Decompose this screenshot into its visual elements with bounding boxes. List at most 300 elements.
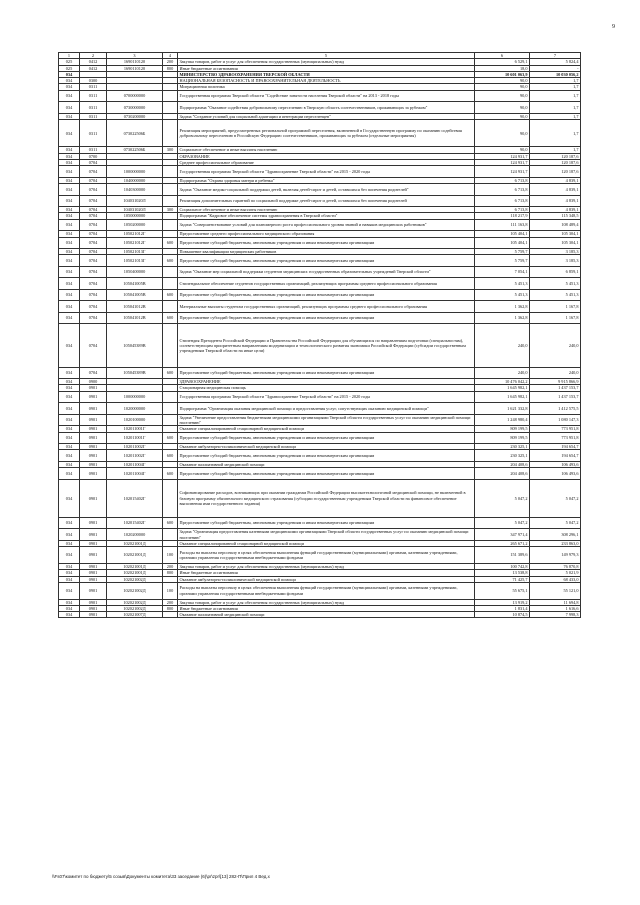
table-cell: 034 (59, 391, 80, 403)
table-cell: 102021001Д (107, 570, 163, 576)
table-cell: 90,0 (475, 120, 530, 147)
table-cell: 034 (59, 84, 80, 90)
table-cell: 0901 (80, 582, 107, 599)
table-cell: 0311 (80, 90, 107, 102)
table-row (59, 102, 581, 114)
table-row (59, 450, 581, 462)
table-cell: 1020200000 (107, 529, 163, 541)
table-cell: 104031020Л (107, 207, 163, 213)
table-cell: 034 (59, 71, 80, 77)
table-cell: 034 (59, 403, 80, 415)
table-cell: 600 (163, 450, 178, 462)
table-cell: 149 979,3 (530, 547, 581, 564)
table-cell: Предоставление субсидий бюджетным, автономным учреждениям и иным некоммерческим организациям (178, 237, 475, 249)
table-cell: 102011002Г (107, 450, 163, 462)
table-cell: Оказание паллиативной медицинской помощи (178, 461, 475, 467)
table-row (59, 289, 581, 301)
table-cell: Задача "Оказание медико-социальной поддержки детей, включая детей-сирот и детей, оставшихся без попечения родителей" (178, 184, 475, 196)
table-cell: 034 (59, 367, 80, 379)
table-cell: 0704 (80, 324, 107, 367)
table-cell: 034 (59, 195, 80, 207)
table-cell: Предоставление субсидий бюджетным, автономным учреждениям и иным некоммерческим организациям (178, 517, 475, 529)
table-cell: 0901 (80, 612, 107, 618)
table-cell: 1050200000 (107, 219, 163, 231)
table-cell: 0704 (80, 255, 107, 267)
table-cell: Предоставление субсидий бюджетным, автономным учреждениям и иным некоммерческим организациям (178, 255, 475, 267)
table-cell: 347 971,4 (475, 529, 530, 541)
table-cell: 034 (59, 301, 80, 313)
table-cell: Оказание амбулаторно-поликлинической медицинской помощи (178, 444, 475, 450)
table-cell: 5 759,7 (475, 249, 530, 255)
table-cell: 600 (163, 237, 178, 249)
table-cell: 034 (59, 78, 80, 84)
table-cell: 800 (163, 65, 178, 71)
table-cell: 0901 (80, 517, 107, 529)
table-cell: Предоставление субсидий бюджетным, автономным учреждениям и иным некоммерческим организациям (178, 468, 475, 480)
table-cell: 1 645 982,1 (475, 391, 530, 403)
table-cell: 102011001Г (107, 426, 163, 432)
table-cell: Закупка товаров, работ и услуг для обеспечения государственных (муниципальных) нужд (178, 563, 475, 569)
table-cell: 0901 (80, 599, 107, 605)
table-cell (163, 102, 178, 114)
table-row (59, 255, 581, 267)
table-row (59, 529, 581, 541)
table-cell: 200 (163, 59, 178, 65)
table-cell: 034 (59, 289, 80, 301)
table-cell: 034 (59, 113, 80, 119)
table-row (59, 120, 581, 147)
table-cell: 600 (163, 312, 178, 324)
table-row (59, 195, 581, 207)
table-cell: 102015402Г (107, 517, 163, 529)
table-cell: 104031020Л (107, 195, 163, 207)
table-cell: 034 (59, 612, 80, 618)
table-cell: Повышение квалификации медицинских работников (178, 249, 475, 255)
table-cell: 0311 (80, 113, 107, 119)
table-cell: 0730200000 (107, 113, 163, 119)
table-cell: 0704 (80, 249, 107, 255)
table-body (59, 59, 581, 618)
table-cell: Среднее профессиональное образование (178, 160, 475, 166)
table-cell: 1 362,8 (475, 301, 530, 313)
table-cell: 3 185,3 (530, 255, 581, 267)
table-cell: 0700000000 (107, 90, 163, 102)
table-cell: 5 047,2 (475, 517, 530, 529)
table-cell: 1,7 (530, 78, 581, 84)
table-cell: Задача "Увеличение предоставления бюджетными медицинскими организациями Тверской области государственных услуг по оказанию медицинской помощи населению" (178, 414, 475, 426)
table-row (59, 266, 581, 278)
table-cell: 102015402Г (107, 479, 163, 517)
table-cell: 600 (163, 289, 178, 301)
table-cell: 111 163,8 (475, 219, 530, 231)
table-cell: 034 (59, 278, 80, 290)
table-cell: 0704 (80, 219, 107, 231)
table-row (59, 582, 581, 599)
table-cell: 1050000000 (107, 213, 163, 219)
table-cell: 034 (59, 324, 80, 367)
table-cell: 5 824,4 (530, 59, 581, 65)
table-cell (163, 403, 178, 415)
table-cell: 6 713,8 (475, 195, 530, 207)
table-cell: 1,7 (530, 113, 581, 119)
table-cell (163, 529, 178, 541)
table-cell: 0901 (80, 605, 107, 611)
table-cell: Государственная программа Тверской области "Здравоохранение Тверской области" на 2015 - 2020 годы (178, 391, 475, 403)
table-cell: 0704 (80, 301, 107, 313)
table-cell: 105041005В (107, 289, 163, 301)
table-cell: Расходы на выплаты персоналу в целях обеспечения выполнения функций государственными (муниципальными) органами, казенными учреждениями, органами управления государственными внебюджетными фондами (178, 547, 475, 564)
table-cell (163, 301, 178, 313)
table-cell: 034 (59, 120, 80, 147)
table-cell: Реализация мероприятий, предусмотренных региональной программой переселения, включенной в Государственную программу по оказанию содействия добровольному переселению в Российскую Федерацию соотечественников, проживающих за рубежом (отдельные мероприятия) (178, 120, 475, 147)
table-cell: 106 493,6 (530, 461, 581, 467)
table-cell: 6 713,8 (475, 184, 530, 196)
table-cell: 90,0 (475, 84, 530, 90)
table-cell: Предоставление субсидий бюджетным, автономным учреждениям и иным некоммерческим организациям (178, 312, 475, 324)
table-cell (163, 266, 178, 278)
table-cell: 4 839,1 (530, 195, 581, 207)
table-cell: 073022506Б (107, 120, 163, 147)
table-cell: 9 915 866,9 (530, 379, 581, 385)
table-row (59, 479, 581, 517)
table-cell: 102021002Д (107, 582, 163, 599)
table-cell: Подпрограмма "Оказание содействия добровольному переселению в Тверскую область соотечественников, проживающих за рубежом" (178, 102, 475, 114)
table-cell: 200 (163, 563, 178, 569)
table-cell: 600 (163, 432, 178, 444)
table-cell: 1050400000 (107, 266, 163, 278)
table-cell: 1 362,8 (475, 312, 530, 324)
table-cell: 0704 (80, 166, 107, 178)
table-cell: 0704 (80, 213, 107, 219)
table-cell: - (530, 65, 581, 71)
table-row (59, 301, 581, 313)
table-cell: 10 030 056,2 (530, 71, 581, 77)
table-cell: 1 831,4 (475, 605, 530, 611)
table-cell: 102011002Г (107, 444, 163, 450)
table-cell: 5 759,7 (475, 255, 530, 267)
table-cell: 105021013Г (107, 255, 163, 267)
table-cell: 1 167,8 (530, 301, 581, 313)
table-cell: 102021001Д (107, 540, 163, 546)
table-cell: 0901 (80, 468, 107, 480)
table-cell: 034 (59, 255, 80, 267)
table-cell: 18,0 (475, 65, 530, 71)
table-cell: 105 404,1 (475, 231, 530, 237)
table-row (59, 612, 581, 618)
table-cell (163, 324, 178, 367)
table-cell: 809 199,5 (475, 432, 530, 444)
table-cell: 034 (59, 563, 80, 569)
table-cell: 773 951,8 (530, 426, 581, 432)
table-cell: Задача "Совершенствование условий для планомерного роста профессионального уровня знаний и навыков медицинских работников" (178, 219, 475, 231)
table-cell: 102011004Г (107, 468, 163, 480)
table-cell: Закупка товаров, работ и услуг для обеспечения государственных (муниципальных) нужд (178, 599, 475, 605)
table-cell: 034 (59, 479, 80, 517)
table-cell: 600 (163, 367, 178, 379)
table-cell: 6 713,8 (475, 177, 530, 183)
table-cell: 0300 (80, 78, 107, 84)
table-cell: 100 742,8 (475, 563, 530, 569)
table-row (59, 517, 581, 529)
table-row (59, 468, 581, 480)
table-cell: 0901 (80, 426, 107, 432)
table-cell (163, 479, 178, 517)
table-cell: 0901 (80, 529, 107, 541)
table-cell: 4 839,1 (530, 177, 581, 183)
table-cell: 90,0 (475, 78, 530, 84)
header-cell-5: 5 (178, 53, 475, 59)
table-cell: 6 529,1 (475, 59, 530, 65)
table-cell: Социальное обеспечение и иные выплаты населению (178, 207, 475, 213)
table-cell: 0704 (80, 231, 107, 237)
table-cell: 194 654,7 (530, 450, 581, 462)
table-cell: 800 (163, 570, 178, 576)
table-cell: Закупка товаров, работ и услуг для обеспечения государственных (муниципальных) нужд (178, 59, 475, 65)
table-cell: Предоставление субсидий бюджетным, автономным учреждениям и иным некоммерческим организациям (178, 450, 475, 462)
table-cell: 120 187,6 (530, 153, 581, 159)
table-cell: 6 713,8 (475, 207, 530, 213)
table-cell: 71 425,7 (475, 576, 530, 582)
table-cell: Государственная программа Тверской области "Содействие занятости населения Тверской области" на 2013 - 2018 годы (178, 90, 475, 102)
table-cell (163, 166, 178, 178)
table-cell: 034 (59, 266, 80, 278)
table-cell: 600 (163, 517, 178, 529)
table-cell (163, 612, 178, 618)
table-cell: 55 675,1 (475, 582, 530, 599)
table-cell: 0901 (80, 540, 107, 546)
table-cell (163, 278, 178, 290)
table-cell: 10 874,5 (475, 612, 530, 618)
table-cell: 034 (59, 312, 80, 324)
table-cell: 5 451,3 (530, 289, 581, 301)
table-cell: 105 404,1 (475, 237, 530, 249)
table-cell: 105041005В (107, 278, 163, 290)
table-cell: 073022506Б (107, 147, 163, 153)
table-cell: 034 (59, 570, 80, 576)
table-cell: 265 671,2 (475, 540, 530, 546)
table-cell: 102021001Д (107, 563, 163, 569)
table-cell: 0704 (80, 207, 107, 213)
table-cell: 5 451,3 (530, 278, 581, 290)
table-cell: 11 694,8 (530, 599, 581, 605)
table-cell: Предоставление субсидий бюджетным, автономным учреждениям и иным некоммерческим организациям (178, 432, 475, 444)
table-cell: 034 (59, 249, 80, 255)
table-cell: 034 (59, 547, 80, 564)
table-cell: 10 601 063,9 (475, 71, 530, 77)
table-cell: 90,0 (475, 147, 530, 153)
table-cell: 0704 (80, 289, 107, 301)
table-cell: МИНИСТЕРСТВО ЗДРАВООХРАНЕНИЯ ТВЕРСКОЙ ОБЛАСТИ (178, 71, 475, 77)
table-cell: 0901 (80, 432, 107, 444)
table-cell: Материальные выплаты студентам государственных организаций, реализующих программы среднего профессионального образования (178, 301, 475, 313)
table-cell: 124 931,7 (475, 166, 530, 178)
table-cell: 025 (59, 65, 80, 71)
table-cell: 230 325,1 (475, 450, 530, 462)
table-cell: 0704 (80, 367, 107, 379)
table-cell: 600 (163, 255, 178, 267)
table-cell (163, 120, 178, 147)
table-cell: Государственная программа Тверской области "Здравоохранение Тверской области" на 2015 - 2020 годы (178, 166, 475, 178)
table-cell: 1000000000 (107, 166, 163, 178)
table-cell: 034 (59, 160, 80, 166)
table-cell: 1040300000 (107, 184, 163, 196)
table-cell: Предоставление среднего профессионального медицинского образования (178, 231, 475, 237)
table-cell: 0730000000 (107, 102, 163, 114)
table-cell: 105021012Г (107, 237, 163, 249)
table-cell: 034 (59, 147, 80, 153)
table-cell: Иные бюджетные ассигнования (178, 65, 475, 71)
table-cell: 0704 (80, 312, 107, 324)
table-cell: Социальное обеспечение и иные выплаты населению (178, 147, 475, 153)
table-cell: 4 839,1 (530, 184, 581, 196)
table-cell (163, 414, 178, 426)
table-cell: 0901 (80, 385, 107, 391)
table-cell: Оказание паллиативной медицинской помощи (178, 612, 475, 618)
table-cell: 5 451,3 (475, 289, 530, 301)
table-cell: 5 047,2 (530, 517, 581, 529)
table-cell: Иные бюджетные ассигнования (178, 605, 475, 611)
table-cell: 90,0 (475, 113, 530, 119)
table-cell: 76 870,8 (530, 563, 581, 569)
table-row (59, 324, 581, 367)
table-cell: 034 (59, 426, 80, 432)
table-cell: Задача "Организация предоставления казенными медицинскими организациями Тверской области государственных услуг по оказанию медицинской помощи населению" (178, 529, 475, 541)
table-cell: 105045389В (107, 324, 163, 367)
table-cell: 1040000000 (107, 177, 163, 183)
table-cell: 0901 (80, 444, 107, 450)
table-cell: Задача "Создание условий для социальной адаптации и интеграции переселенцев" (178, 113, 475, 119)
table-cell (163, 90, 178, 102)
table-cell: Стационарная медицинская помощь (178, 385, 475, 391)
table-cell: 240,0 (530, 324, 581, 367)
table-row (59, 547, 581, 564)
table-cell: 102011001Г (107, 432, 163, 444)
table-cell: 0704 (80, 184, 107, 196)
header-cell-2: 2 (80, 53, 107, 59)
table-cell: 105021013Г (107, 249, 163, 255)
table-cell: 200 (163, 599, 178, 605)
table-cell: 5 021,9 (530, 570, 581, 576)
table-cell: 90,0 (475, 102, 530, 114)
table-cell: 1 248 980,4 (475, 414, 530, 426)
table-cell: 0311 (80, 147, 107, 153)
table-cell: 0412 (80, 65, 107, 71)
table-cell: 102021001Д (107, 547, 163, 564)
table-cell: 194 654,7 (530, 444, 581, 450)
table-row (59, 219, 581, 231)
table-cell: 773 951,8 (530, 432, 581, 444)
budget-table (58, 52, 581, 618)
table-cell: 240,0 (530, 367, 581, 379)
table-cell: 124 931,7 (475, 160, 530, 166)
table-cell: 230 325,1 (475, 444, 530, 450)
table-cell: Стипендиальное обеспечение студентов государственных организаций, реализующих программы среднего профессионального образования (178, 278, 475, 290)
table-cell: 7 998,3 (530, 612, 581, 618)
table-cell: 0901 (80, 563, 107, 569)
table-cell: 1 437 153,7 (530, 391, 581, 403)
table-cell: 034 (59, 166, 80, 178)
table-cell: 034 (59, 184, 80, 196)
table-cell: 102021002Д (107, 576, 163, 582)
table-cell: ОБРАЗОВАНИЕ (178, 153, 475, 159)
table-cell: 1,7 (530, 84, 581, 90)
table-cell: 0412 (80, 59, 107, 65)
table-cell: 0700 (80, 153, 107, 159)
header-cell-7: 7 (530, 53, 581, 59)
table-cell: 100 (163, 547, 178, 564)
table-cell: 124 931,7 (475, 153, 530, 159)
table-cell: Миграционная политика (178, 84, 475, 90)
table-cell: 5 047,2 (530, 479, 581, 517)
table-cell: 1690110120 (107, 65, 163, 71)
table-cell: Предоставление субсидий бюджетным, автономным учреждениям и иным некоммерческим организациям (178, 289, 475, 301)
table-cell: 034 (59, 540, 80, 546)
table-cell (163, 184, 178, 196)
table-cell: 1 080 147,3 (530, 414, 581, 426)
table-cell: 1 412 575,5 (530, 403, 581, 415)
table-cell: 034 (59, 599, 80, 605)
table-cell: 034 (59, 213, 80, 219)
table-row (59, 403, 581, 415)
table-cell: 102011004Г (107, 461, 163, 467)
table-cell: Иные бюджетные ассигнования (178, 570, 475, 576)
table-cell: 0901 (80, 414, 107, 426)
table-cell: 034 (59, 385, 80, 391)
table-cell: 120 187,6 (530, 166, 581, 178)
table-row (59, 367, 581, 379)
table-cell: 13 919,2 (475, 599, 530, 605)
table-cell (163, 391, 178, 403)
page-number: 9 (612, 24, 615, 30)
table-cell: 5 451,3 (475, 278, 530, 290)
table-cell: Оказание специализированной стационарной медицинской помощи (178, 426, 475, 432)
table-cell: 0901 (80, 461, 107, 467)
table-cell: Задача "Оказание мер социальной поддержки студентов медицинских государственных образовательных учреждений Тверской области" (178, 266, 475, 278)
table-cell: 1020100000 (107, 414, 163, 426)
table-cell: 300 (163, 207, 178, 213)
header-cell-6: 6 (475, 53, 530, 59)
table-cell: 308 296,1 (530, 529, 581, 541)
table-cell: Расходы на выплаты персоналу в целях обеспечения выполнения функций государственными (муниципальными) органами, казенными учреждениями, органами управления государственными внебюджетными фондами (178, 582, 475, 599)
table-cell: 100 (163, 582, 178, 599)
table-cell: 034 (59, 529, 80, 541)
table-cell: 300 (163, 147, 178, 153)
table-cell: 55 121,0 (530, 582, 581, 599)
table-cell: 0704 (80, 266, 107, 278)
table-cell: Реализация дополнительных гарантий по социальной поддержке детей-сирот и детей, оставшихся без попечения родителей (178, 195, 475, 207)
table-cell: ЗДРАВООХРАНЕНИЕ (178, 379, 475, 385)
table-cell: 034 (59, 207, 80, 213)
table-cell: 240,0 (475, 367, 530, 379)
table-cell: 034 (59, 517, 80, 529)
table-cell: 105021012Г (107, 231, 163, 237)
table-row (59, 237, 581, 249)
table-cell: 034 (59, 468, 80, 480)
table-cell: 0901 (80, 450, 107, 462)
table-cell: 034 (59, 605, 80, 611)
table-cell: 0704 (80, 177, 107, 183)
table-cell: 034 (59, 102, 80, 114)
header-cell-3: 3 (107, 53, 163, 59)
table-cell: 1 645 982,1 (475, 385, 530, 391)
table-cell: Стипендия Президента Российской Федерации и Правительства Российской Федерации для обучающихся по направлениям подготовки (специальностям), соответствующим приоритетным направлениям модернизации и технологического развития экономики Российской Федерации (субсидии государственным учреждениям Тверской области на иные цели) (178, 324, 475, 367)
table-cell: 68 433,0 (530, 576, 581, 582)
table-row (59, 432, 581, 444)
table-cell: 102021002Д (107, 599, 163, 605)
table-cell: 0901 (80, 576, 107, 582)
table-cell: 034 (59, 219, 80, 231)
table-cell: 102021007Д (107, 612, 163, 618)
